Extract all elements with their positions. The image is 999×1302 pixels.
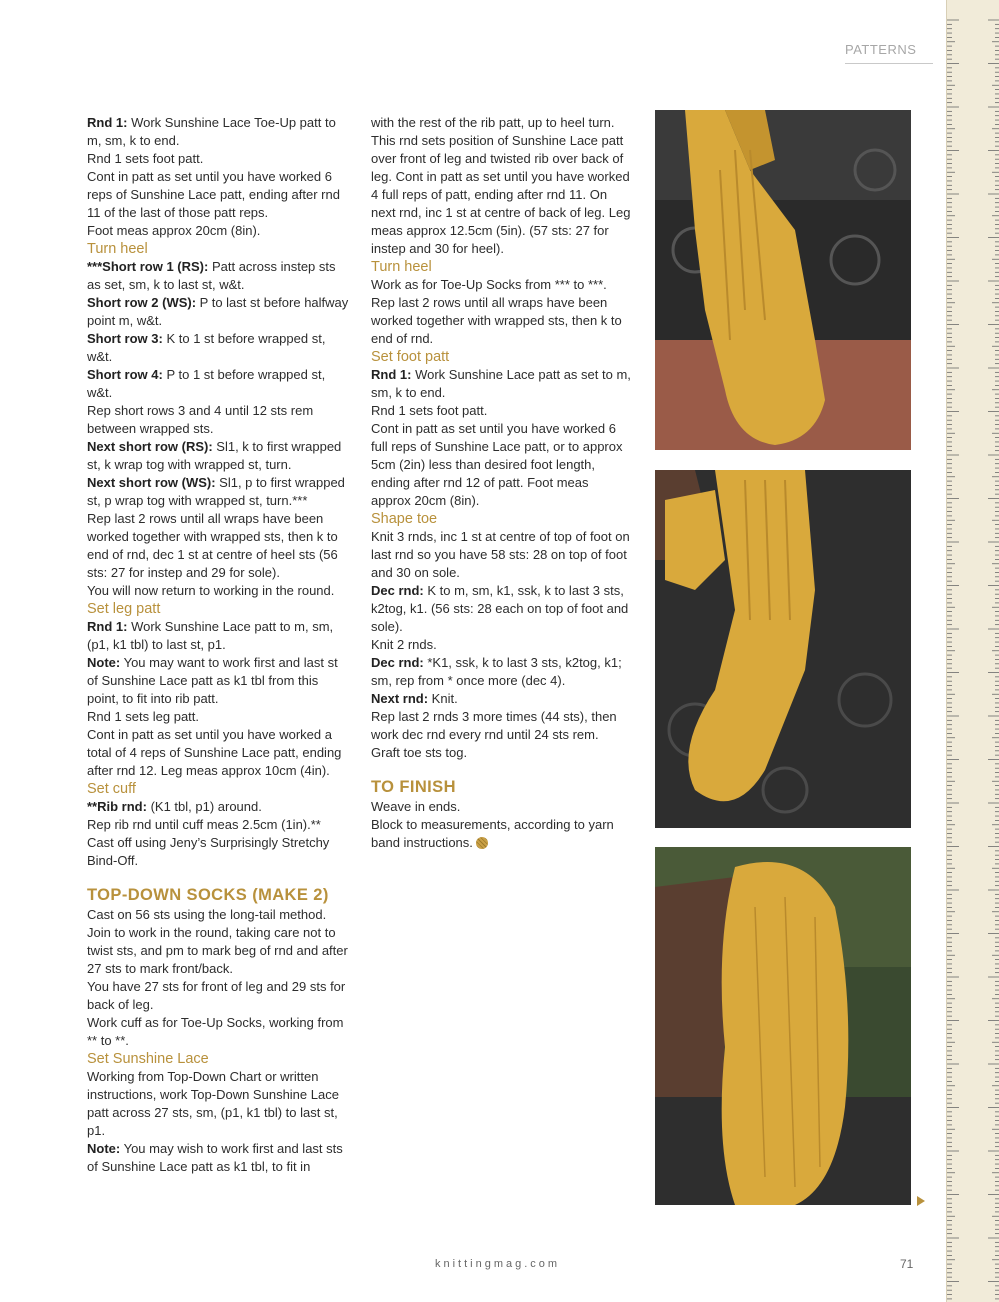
text-column-1 bbox=[87, 114, 349, 1176]
photo-sock-sole bbox=[655, 847, 911, 1205]
paragraph: Next short row (WS): Sl1, p to first wrapped st, p wrap tog with wrapped st, turn.*** bbox=[87, 475, 345, 508]
paragraph: Weave in ends. bbox=[371, 799, 461, 814]
paragraph: Rep last 2 rnds 3 more times (44 sts), then work dec rnd every rnd until 24 sts rem. bbox=[371, 709, 617, 742]
paragraph: Rep last 2 rows until all wraps have been worked together with wrapped sts, then k to end of rnd, dec 1 st at centre of heel sts (56 sts: 27 for instep and 29 for sole). bbox=[87, 511, 338, 580]
paragraph: Next short row (RS): Sl1, k to first wrapped st, k wrap tog with wrapped st, turn. bbox=[87, 439, 342, 472]
paragraph: Note: You may want to work first and last st of Sunshine Lace patt as k1 tbl from this point, to fit into rib patt. bbox=[87, 655, 338, 706]
paragraph: Work as for Toe-Up Socks from *** to ***. bbox=[371, 277, 607, 292]
paragraph: You have 27 sts for front of leg and 29 sts for back of leg. bbox=[87, 979, 346, 1012]
yarn-ball-icon bbox=[476, 837, 488, 849]
subheading-turn-heel: Turn heel bbox=[371, 259, 432, 275]
paragraph: Short row 2 (WS): P to last st before halfway point m, w&t. bbox=[87, 295, 349, 328]
paragraph: Cont in patt as set until you have worked a total of 4 reps of Sunshine Lace patt, ending after rnd 12. Leg meas approx 10cm (4in). bbox=[87, 727, 342, 778]
paragraph: Rep rib rnd until cuff meas 2.5cm (1in).** bbox=[87, 817, 321, 832]
paragraph: Cast off using Jeny’s Surprisingly Stretchy Bind-Off. bbox=[87, 835, 330, 868]
paragraph: with the rest of the rib patt, up to heel turn. This rnd sets position of Sunshine Lace patt over front of leg and twisted rib over back of leg. Cont in patt as set until you have worked 4 full reps of patt, ending after rnd 11. On next rnd, inc 1 st at centre of back of leg. Leg meas approx 12.5cm (5in). (57 sts: 27 for instep and 30 for heel). bbox=[371, 115, 631, 256]
paragraph: Block to measurements, according to yarn band instructions. bbox=[371, 817, 614, 850]
page-number: 71 bbox=[900, 1257, 914, 1271]
paragraph: **Rib rnd: (K1 tbl, p1) around. bbox=[87, 799, 262, 814]
subheading-set-foot: Set foot patt bbox=[371, 349, 450, 365]
subheading-set-cuff: Set cuff bbox=[87, 781, 136, 797]
side-ruler bbox=[946, 0, 999, 1302]
paragraph: Rnd 1 sets leg patt. bbox=[87, 709, 200, 724]
heading-to-finish: TO FINISH bbox=[371, 778, 456, 796]
paragraph: Dec rnd: K to m, sm, k1, ssk, k to last 3 sts, k2tog, k1. (56 sts: 28 each on top of foot and sole). bbox=[371, 583, 629, 634]
subheading-turn-heel: Turn heel bbox=[87, 241, 148, 257]
footer-site: knittingmag.com bbox=[435, 1258, 561, 1270]
paragraph: Note: You may wish to work first and last sts of Sunshine Lace patt as k1 tbl, to fit in bbox=[87, 1141, 343, 1174]
heading-top-down-socks: TOP-DOWN SOCKS (MAKE 2) bbox=[87, 886, 329, 904]
next-page-arrow-icon bbox=[917, 1196, 925, 1206]
paragraph: Knit 2 rnds. bbox=[371, 637, 437, 652]
paragraph: Rnd 1 sets foot patt. bbox=[371, 403, 488, 418]
paragraph: ***Short row 1 (RS): Patt across instep sts as set, sm, k to last st, w&t. bbox=[87, 259, 336, 292]
paragraph: Cont in patt as set until you have worked 6 full reps of Sunshine Lace patt, or to approx 5cm (2in) less than desired foot length, ending after rnd 12 of patt. Foot meas approx 20cm (8in). bbox=[371, 421, 623, 508]
subheading-set-lace: Set Sunshine Lace bbox=[87, 1051, 209, 1067]
paragraph: Rnd 1: Work Sunshine Lace patt as set to m, sm, k to end. bbox=[371, 367, 631, 400]
paragraph: Rnd 1 sets foot patt. bbox=[87, 151, 204, 166]
paragraph: Rnd 1: Work Sunshine Lace Toe-Up patt to m, sm, k to end. bbox=[87, 115, 336, 148]
text-column-2 bbox=[371, 114, 631, 852]
paragraph: Dec rnd: *K1, ssk, k to last 3 sts, k2tog, k1; sm, rep from * once more (dec 4). bbox=[371, 655, 622, 688]
section-label: PATTERNS bbox=[845, 42, 933, 64]
paragraph: Rep last 2 rows until all wraps have been worked together with wrapped sts, then k to end of rnd. bbox=[371, 295, 622, 346]
paragraph: Cast on 56 sts using the long-tail method. Join to work in the round, taking care not to twist sts, and pm to mark beg of rnd and after 27 sts to mark front/back. bbox=[87, 907, 348, 976]
paragraph: Graft toe sts tog. bbox=[371, 745, 468, 760]
paragraph: Rep short rows 3 and 4 until 12 sts rem between wrapped sts. bbox=[87, 403, 314, 436]
subheading-shape-toe: Shape toe bbox=[371, 511, 438, 527]
paragraph: You will now return to working in the round. bbox=[87, 583, 335, 598]
paragraph: Next rnd: Knit. bbox=[371, 691, 458, 706]
paragraph: Work cuff as for Toe-Up Socks, working from ** to **. bbox=[87, 1015, 344, 1048]
photo-sock-heel bbox=[655, 470, 911, 828]
paragraph: Foot meas approx 20cm (8in). bbox=[87, 223, 261, 238]
paragraph: Short row 4: P to 1 st before wrapped st, w&t. bbox=[87, 367, 326, 400]
paragraph: Short row 3: K to 1 st before wrapped st, w&t. bbox=[87, 331, 326, 364]
paragraph: Knit 3 rnds, inc 1 st at centre of top of foot on last rnd so you have 58 sts: 28 on top of foot and 30 on sole. bbox=[371, 529, 630, 580]
paragraph: Rnd 1: Work Sunshine Lace patt to m, sm, (p1, k1 tbl) to last st, p1. bbox=[87, 619, 334, 652]
photo-sock-leg bbox=[655, 110, 911, 450]
paragraph: Working from Top-Down Chart or written instructions, work Top-Down Sunshine Lace patt across 27 sts, sm, (p1, k1 tbl) to last st, p1. bbox=[87, 1069, 339, 1138]
subheading-set-leg: Set leg patt bbox=[87, 601, 161, 617]
paragraph: Cont in patt as set until you have worked 6 reps of Sunshine Lace patt, ending after rnd 11 of the last of those patt reps. bbox=[87, 169, 340, 220]
